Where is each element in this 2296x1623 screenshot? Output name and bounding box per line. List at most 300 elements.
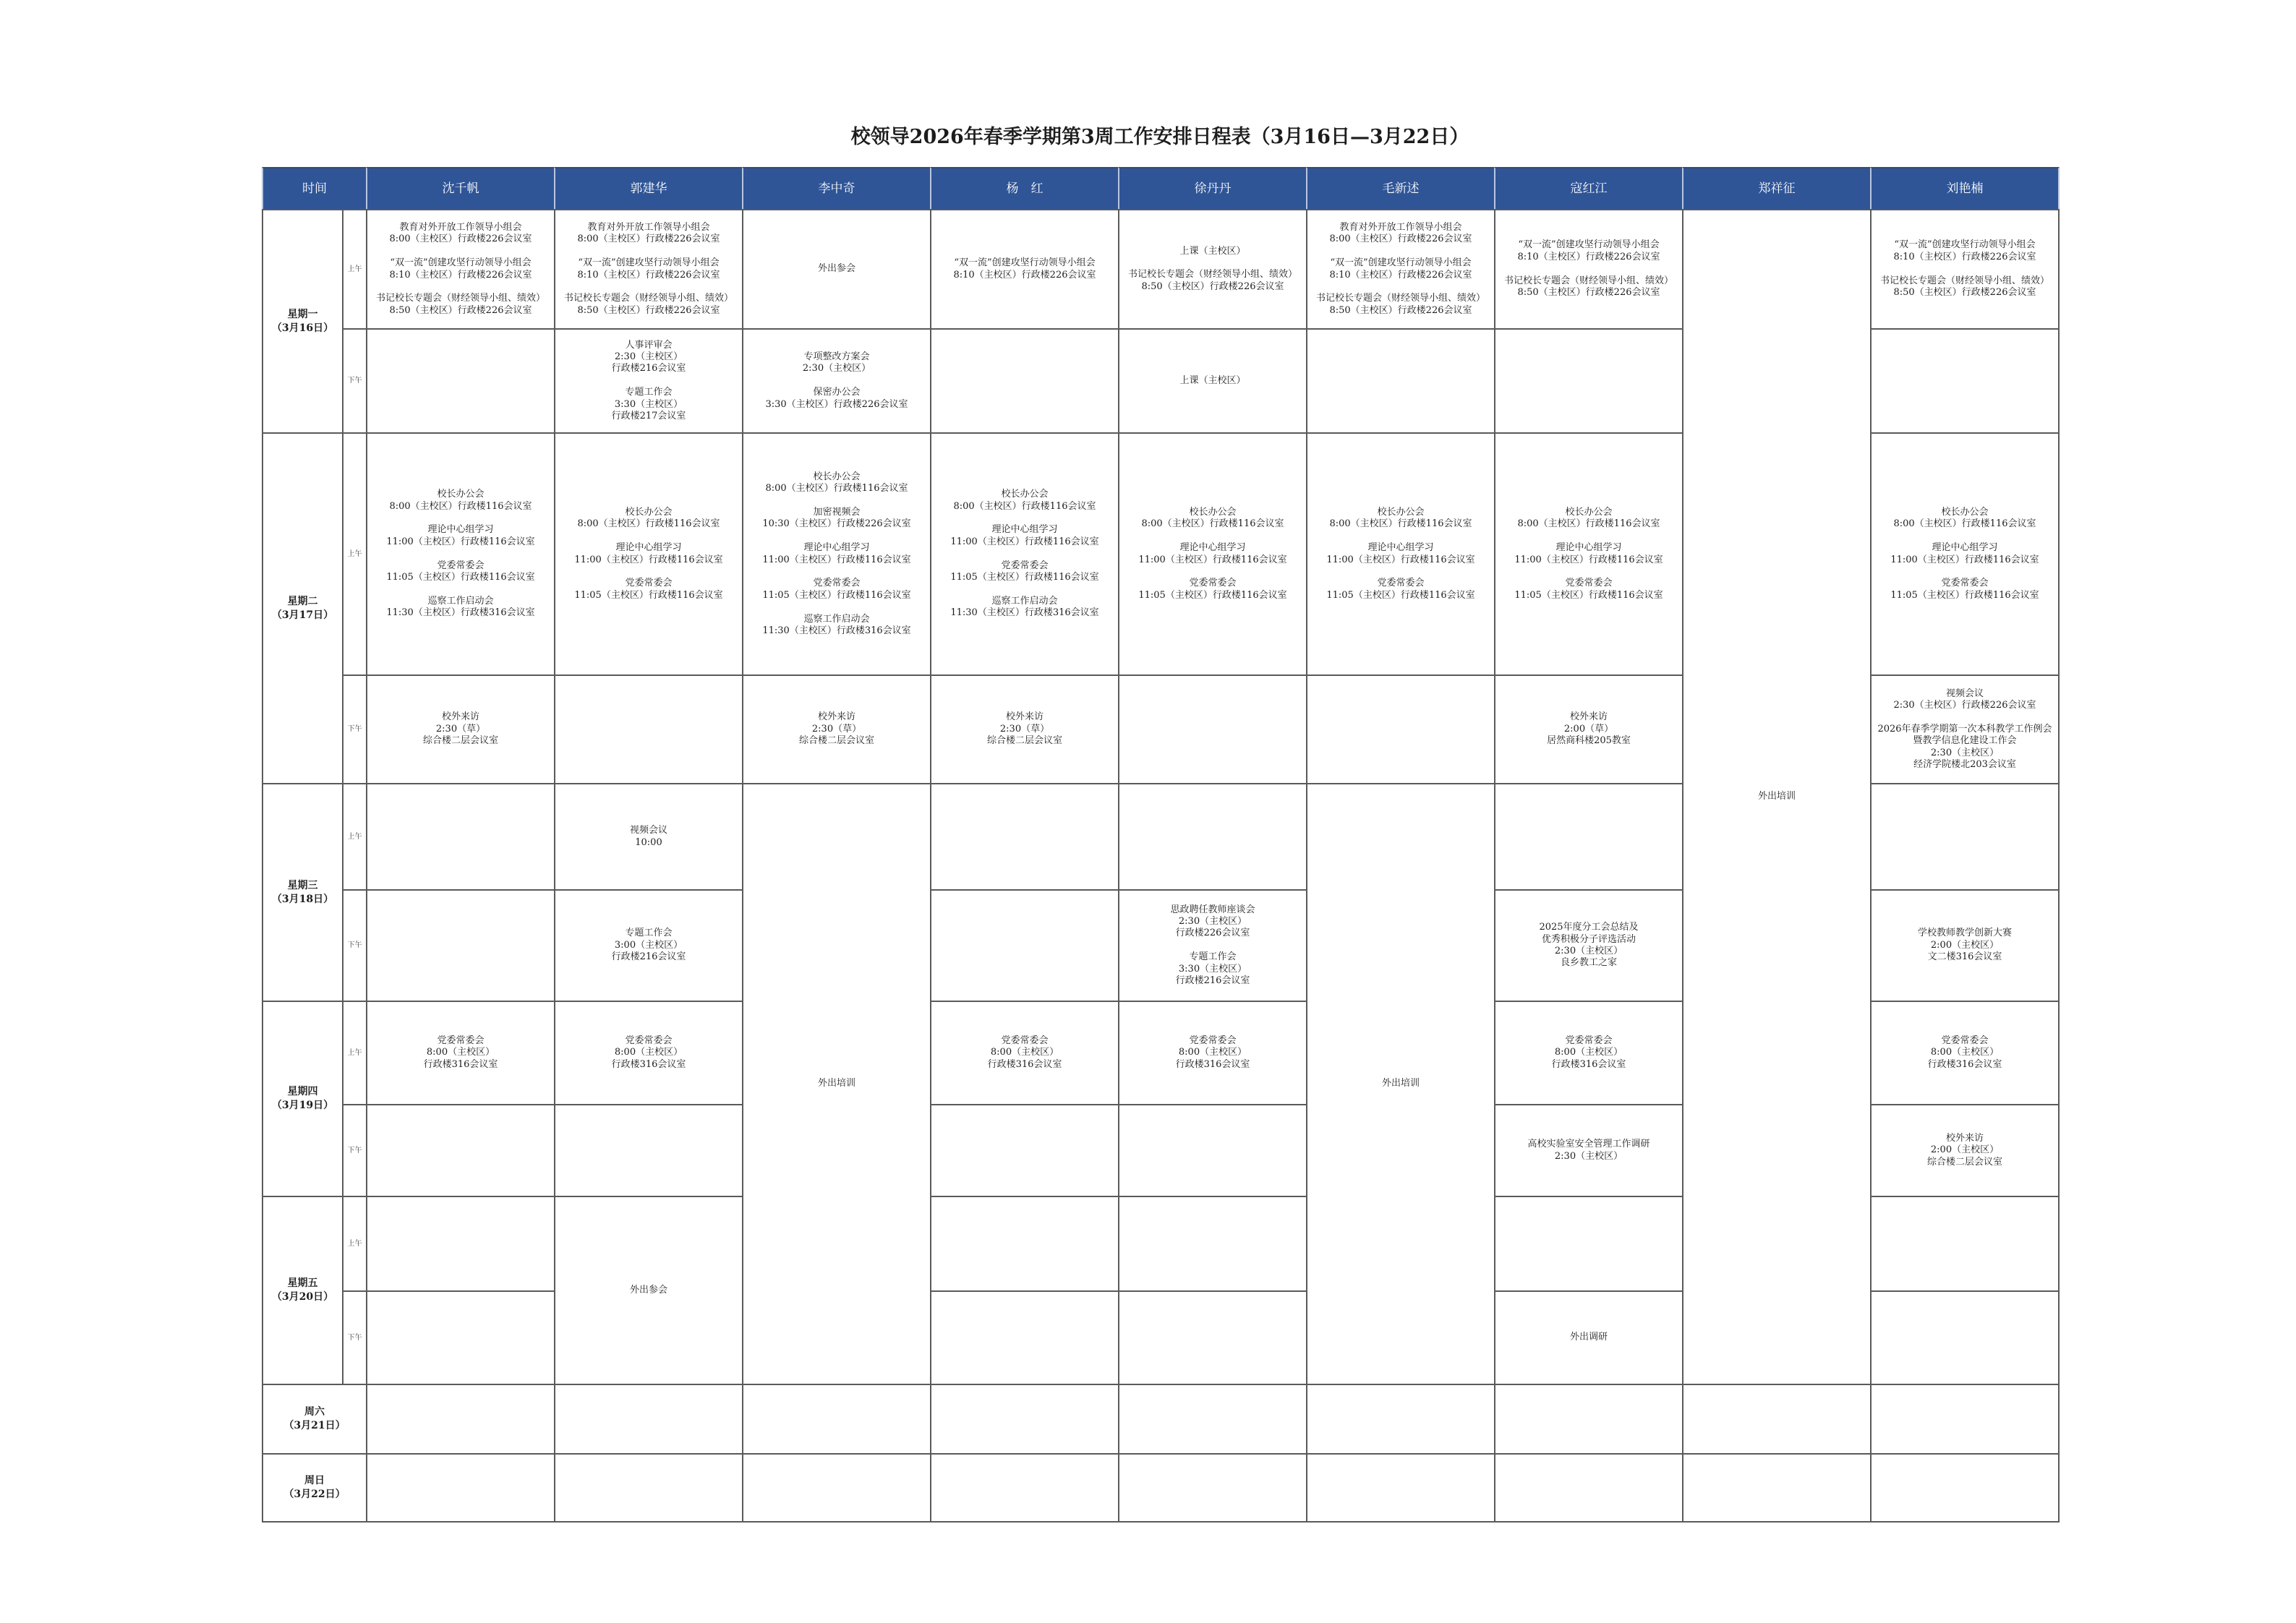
event-item xyxy=(987,711,1062,747)
event-item xyxy=(1179,375,1245,387)
event-title: 校外来访 xyxy=(1945,1132,1984,1144)
schedule-cell-fri-am-9 xyxy=(1870,1196,2060,1292)
schedule-cell-tue-pm-5 xyxy=(1118,675,1307,784)
schedule-cell-tue-pm-2 xyxy=(554,675,743,784)
event-item xyxy=(1517,507,1660,531)
header-leader-name: 郭建华 xyxy=(630,181,667,196)
schedule-cell-fri-am-7 xyxy=(1494,1196,1683,1292)
event-title: 理论中心组学习 xyxy=(1555,542,1622,554)
event-title: 外出参会 xyxy=(629,1284,667,1296)
schedule-cell-sat-4 xyxy=(930,1384,1119,1455)
event-title: 教育对外开放工作领导小组会 xyxy=(1339,221,1462,233)
event-item xyxy=(1329,507,1472,531)
event-title: 党委常委会 xyxy=(437,1035,485,1046)
day-label: 星期四 xyxy=(287,1086,318,1097)
event-title: 校外来访 xyxy=(1569,711,1608,723)
event-item xyxy=(1504,275,1673,299)
event-title: 理论中心组学习 xyxy=(427,524,494,536)
schedule-cell-mon-pm-9 xyxy=(1870,328,2060,434)
event-detail: 行政楼316会议室 xyxy=(423,1058,498,1070)
schedule-cell-sat-6 xyxy=(1306,1384,1495,1455)
event-title: 党委常委会 xyxy=(1001,560,1049,571)
schedule-cell-wed-pm-9 xyxy=(1870,889,2060,1002)
schedule-cell-wed-am-1 xyxy=(366,783,555,891)
page-title: 校领导2026年春季学期第3周工作安排日程表（3月16日—3月22日） xyxy=(850,126,1469,148)
day-cell-1 xyxy=(262,209,343,434)
event-detail: 8:00（主校区） xyxy=(1554,1047,1623,1058)
period-cell xyxy=(342,675,367,784)
event-title: 党委常委会 xyxy=(625,1035,673,1046)
day-date: （3月19日） xyxy=(271,1100,334,1111)
event-detail: 10:30（主校区）行政楼226会议室 xyxy=(762,518,911,530)
event-detail: 8:00（主校区）行政楼116会议室 xyxy=(577,518,720,530)
schedule-cell-thu-pm-1 xyxy=(366,1104,555,1197)
event-item xyxy=(1893,239,2036,263)
event-title: “双一流”创建攻坚行动领导小组会 xyxy=(578,257,720,269)
event-detail: 2:00（主校区） xyxy=(1930,939,2000,951)
event-detail: 11:05（主校区）行政楼116会议室 xyxy=(950,572,1099,583)
event-item xyxy=(1893,507,2036,531)
schedule-cell-sun-3 xyxy=(742,1453,931,1523)
event-title: 学校教师教学创新大赛 xyxy=(1917,928,2012,939)
schedule-cell-mon-pm-5 xyxy=(1118,328,1307,434)
period-label: 上午 xyxy=(347,265,362,273)
event-title: 外出参会 xyxy=(817,263,855,275)
header-leader-4 xyxy=(930,167,1119,210)
event-title: 校长办公会 xyxy=(1001,489,1049,500)
event-title: 外出调研 xyxy=(1569,1332,1608,1343)
schedule-cell-mon-am-1 xyxy=(366,209,555,330)
schedule-cell-fri-am-4 xyxy=(930,1196,1119,1292)
event-detail: 综合楼二层会议室 xyxy=(1926,1156,2002,1168)
event-detail: 行政楼316会议室 xyxy=(1175,1058,1250,1070)
schedule-cell-sat-1 xyxy=(366,1384,555,1455)
event-item xyxy=(389,222,532,246)
event-detail: 8:00（主校区）行政楼116会议室 xyxy=(1329,518,1472,530)
event-detail: 11:00（主校区）行政楼116会议室 xyxy=(950,536,1099,547)
event-title: 校长办公会 xyxy=(1941,506,1989,518)
period-label: 下午 xyxy=(347,941,362,949)
event-item xyxy=(1326,578,1475,601)
event-detail: 11:00（主校区）行政楼116会议室 xyxy=(386,536,535,547)
schedule-cell-tue-pm-4 xyxy=(930,675,1119,784)
day-cell-2 xyxy=(262,432,343,784)
event-title: “双一流”创建攻坚行动领导小组会 xyxy=(1330,257,1472,269)
event-detail: 11:30（主校区）行政楼316会议室 xyxy=(950,607,1099,619)
event-item xyxy=(950,560,1098,584)
event-title: 上课（主校区） xyxy=(1179,374,1246,386)
schedule-cell-sun-2 xyxy=(554,1453,743,1523)
event-item xyxy=(1517,239,1660,263)
event-title: 党委常委会 xyxy=(1941,1035,1989,1046)
schedule-cell-wed-am-7 xyxy=(1494,783,1683,891)
event-title: 党委常委会 xyxy=(1565,578,1613,589)
event-detail: 8:50（主校区）行政楼226会议室 xyxy=(1141,281,1284,292)
event-item xyxy=(1927,1133,2002,1168)
schedule-cell-fri-pm-5 xyxy=(1118,1290,1307,1385)
event-title: 理论中心组学习 xyxy=(615,542,682,554)
event-detail: 8:00（主校区） xyxy=(1178,1047,1247,1058)
event-item xyxy=(423,711,498,747)
period-label: 下午 xyxy=(347,1333,362,1342)
event-detail: 2:30（主校区） xyxy=(1178,915,1247,927)
schedule-cell-mon-am-8 xyxy=(1682,209,1872,1385)
event-detail: 11:30（主校区）行政楼316会议室 xyxy=(386,607,535,619)
schedule-cell-mon-am-6 xyxy=(1306,209,1495,330)
event-detail: 8:00（主校区）行政楼116会议室 xyxy=(389,500,532,512)
day-label: 星期五 xyxy=(287,1277,318,1289)
header-leader-1 xyxy=(366,167,555,210)
event-title: “双一流”创建攻坚行动领导小组会 xyxy=(390,257,532,269)
header-leader-name: 郑祥征 xyxy=(1758,181,1796,196)
event-item xyxy=(1890,578,2039,601)
event-detail: 3:30（主校区） xyxy=(1178,963,1247,975)
day-label: 星期三 xyxy=(287,879,318,891)
event-detail: 行政楼316会议室 xyxy=(1927,1058,2002,1070)
event-title: 书记校长专题会（财经领导小组、绩效） xyxy=(563,293,733,304)
period-label: 下午 xyxy=(347,725,362,733)
event-detail: 2:30（草） xyxy=(435,723,486,735)
event-item xyxy=(818,1078,855,1089)
event-item xyxy=(1179,246,1245,257)
header-leader-name: 李中奇 xyxy=(818,181,855,196)
schedule-cell-wed-am-5 xyxy=(1118,783,1307,891)
event-detail: 8:10（主校区）行政楼226会议室 xyxy=(1893,251,2036,262)
schedule-cell-mon-am-3 xyxy=(742,209,931,330)
event-detail: 行政楼216会议室 xyxy=(1175,975,1250,986)
event-item xyxy=(1170,904,1255,940)
event-title: 党委常委会 xyxy=(1941,578,1989,589)
schedule-cell-tue-am-7 xyxy=(1494,432,1683,676)
event-item xyxy=(1329,222,1472,246)
event-detail: 行政楼217会议室 xyxy=(611,411,686,421)
event-item xyxy=(762,614,910,638)
event-item xyxy=(818,263,855,275)
event-detail: 文二楼316会议室 xyxy=(1927,951,2002,963)
event-item xyxy=(630,825,667,849)
schedule-cell-sun-6 xyxy=(1306,1453,1495,1523)
event-item xyxy=(950,596,1098,620)
schedule-cell-wed-pm-1 xyxy=(366,889,555,1002)
day-date: （3月22日） xyxy=(283,1489,346,1500)
event-detail: 11:00（主校区）行政楼116会议室 xyxy=(574,554,723,565)
event-item xyxy=(1326,542,1475,566)
period-cell xyxy=(342,328,367,434)
period-label: 上午 xyxy=(347,549,362,558)
event-detail: 2:30（草） xyxy=(811,723,862,735)
event-detail: 8:10（主校区）行政楼226会议室 xyxy=(953,269,1096,281)
header-time-label: 时间 xyxy=(302,181,327,196)
event-detail: 行政楼316会议室 xyxy=(987,1058,1062,1070)
schedule-cell-mon-pm-3 xyxy=(742,328,931,434)
day-label: 星期一 xyxy=(287,308,318,320)
event-item xyxy=(1890,542,2039,566)
event-title: 专题工作会 xyxy=(625,387,673,398)
event-item xyxy=(762,578,910,601)
event-item xyxy=(953,489,1096,513)
event-title: 党委常委会 xyxy=(1189,578,1237,589)
event-title: 视频会议 xyxy=(1945,688,1984,699)
schedule-cell-mon-pm-7 xyxy=(1494,328,1683,434)
event-detail: 11:05（主校区）行政楼116会议室 xyxy=(1890,589,2039,601)
schedule-cell-mon-am-9 xyxy=(1870,209,2060,330)
schedule-cell-thu-pm-4 xyxy=(930,1104,1119,1197)
schedule-cell-thu-pm-5 xyxy=(1118,1104,1307,1197)
schedule-table xyxy=(262,167,2060,1523)
event-detail: 综合楼二层会议室 xyxy=(422,735,498,747)
event-item xyxy=(1880,275,2049,299)
schedule-cell-tue-pm-7 xyxy=(1494,675,1683,784)
event-title: 理论中心组学习 xyxy=(1932,542,1998,554)
event-detail: 优秀积极分子评选活动 xyxy=(1541,933,1636,945)
event-title: 巡察工作启动会 xyxy=(803,613,870,625)
event-item xyxy=(574,542,722,566)
event-item xyxy=(1552,1035,1626,1071)
event-detail: 11:05（主校区）行政楼116会议室 xyxy=(386,572,535,583)
schedule-cell-wed-am-2 xyxy=(554,783,743,891)
schedule-cell-thu-am-9 xyxy=(1870,1001,2060,1105)
schedule-cell-tue-am-4 xyxy=(930,432,1119,676)
schedule-cell-wed-pm-2 xyxy=(554,889,743,1002)
event-title: 专项整改方案会 xyxy=(803,351,870,362)
event-title: 党委常委会 xyxy=(1001,1035,1049,1046)
schedule-cell-sun-5 xyxy=(1118,1453,1307,1523)
event-item xyxy=(1918,928,2012,963)
event-title: “双一流”创建攻坚行动领导小组会 xyxy=(1894,239,2036,251)
event-detail: 良乡教工之家 xyxy=(1560,957,1617,969)
event-title: 书记校长专题会（财经领导小组、绩效） xyxy=(375,293,545,304)
schedule-cell-tue-pm-3 xyxy=(742,675,931,784)
event-item xyxy=(424,1035,498,1071)
schedule-cell-tue-pm-6 xyxy=(1306,675,1495,784)
event-detail: 8:50（主校区）行政楼226会议室 xyxy=(389,304,532,316)
event-item xyxy=(1514,578,1663,601)
event-detail: 10:00 xyxy=(635,836,662,848)
event-detail: 经济学院楼北203会议室 xyxy=(1913,759,2016,770)
event-detail: 11:00（主校区）行政楼116会议室 xyxy=(1890,554,2039,565)
schedule-cell-mon-pm-2 xyxy=(554,328,743,434)
schedule-cell-fri-pm-4 xyxy=(930,1290,1119,1385)
event-title: 书记校长专题会（财经领导小组、绩效） xyxy=(1127,269,1297,281)
day-date: （3月20日） xyxy=(271,1291,334,1303)
event-item xyxy=(577,507,720,531)
event-title: 理论中心组学习 xyxy=(991,524,1058,536)
schedule-cell-mon-am-2 xyxy=(554,209,743,330)
period-label: 上午 xyxy=(347,1239,362,1248)
header-leader-name: 刘艳楠 xyxy=(1946,181,1984,196)
event-detail: 8:50（主校区）行政楼226会议室 xyxy=(1517,287,1660,299)
event-title: 教育对外开放工作领导小组会 xyxy=(587,221,710,233)
event-title: 保密办公会 xyxy=(813,387,861,398)
period-cell xyxy=(342,889,367,1002)
event-item xyxy=(1877,724,2052,771)
event-detail: 11:05（主校区）行政楼116会议室 xyxy=(1326,589,1475,601)
event-item xyxy=(988,1035,1062,1071)
event-item xyxy=(1758,791,1796,802)
event-title: 校长办公会 xyxy=(625,506,673,518)
event-item xyxy=(386,560,534,584)
schedule-cell-sat-3 xyxy=(742,1384,931,1455)
schedule-cell-sun-7 xyxy=(1494,1453,1683,1523)
schedule-cell-tue-am-5 xyxy=(1118,432,1307,676)
event-item xyxy=(953,257,1096,281)
event-item xyxy=(1176,951,1250,987)
day-cell-7 xyxy=(262,1453,367,1523)
event-detail: 8:00（主校区） xyxy=(990,1047,1059,1058)
event-detail: 11:05（主校区）行政楼116会议室 xyxy=(1514,589,1663,601)
schedule-cell-thu-am-7 xyxy=(1494,1001,1683,1105)
schedule-cell-mon-pm-1 xyxy=(366,328,555,434)
event-detail: 11:00（主校区）行政楼116会议室 xyxy=(1514,554,1663,565)
schedule-cell-tue-am-1 xyxy=(366,432,555,676)
schedule-cell-thu-pm-9 xyxy=(1870,1104,2060,1197)
event-item xyxy=(1514,542,1663,566)
header-leader-8 xyxy=(1682,167,1872,210)
event-item xyxy=(1316,293,1485,317)
event-title: 书记校长专题会（财经领导小组、绩效） xyxy=(1879,275,2049,286)
event-title: 高校实验室安全管理工作调研 xyxy=(1527,1139,1650,1150)
event-item xyxy=(1329,257,1472,281)
event-item xyxy=(1893,688,2036,712)
event-title: 党委常委会 xyxy=(1565,1035,1613,1046)
event-detail: 3:00（主校区） xyxy=(614,939,683,951)
event-detail: 2:30（主校区） xyxy=(1554,946,1623,956)
event-detail: 11:05（主校区）行政楼116会议室 xyxy=(574,589,723,601)
event-item xyxy=(1138,578,1286,601)
event-detail: 综合楼二层会议室 xyxy=(986,735,1062,747)
event-detail: 2:30（主校区） xyxy=(1554,1150,1623,1162)
event-title: 校长办公会 xyxy=(1377,506,1425,518)
event-item xyxy=(389,489,532,513)
schedule-cell-tue-am-6 xyxy=(1306,432,1495,676)
period-cell xyxy=(342,1290,367,1385)
event-title: 书记校长专题会（财经领导小组、绩效） xyxy=(1315,293,1485,304)
event-detail: 8:10（主校区）行政楼226会议室 xyxy=(389,269,532,281)
event-title: 人事评审会 xyxy=(625,339,673,351)
event-detail: 8:00（主校区）行政楼116会议室 xyxy=(765,483,908,494)
event-detail: 11:00（主校区）行政楼116会议室 xyxy=(1326,554,1475,565)
event-item xyxy=(577,257,720,281)
event-title: 党委常委会 xyxy=(437,560,485,571)
event-title: 书记校长专题会（财经领导小组、绩效） xyxy=(1503,275,1673,286)
event-title: 专题工作会 xyxy=(625,928,673,939)
event-detail: 2:30（草） xyxy=(999,723,1050,735)
event-detail: 2:30（主校区） xyxy=(614,351,683,362)
event-item xyxy=(612,340,686,375)
event-title: 教育对外开放工作领导小组会 xyxy=(399,221,522,233)
event-detail: 8:00（主校区）行政楼226会议室 xyxy=(389,234,532,245)
event-title: 外出培训 xyxy=(817,1078,855,1089)
event-detail: 11:00（主校区）行政楼116会议室 xyxy=(1138,554,1287,565)
event-title: 理论中心组学习 xyxy=(1367,542,1434,554)
schedule-cell-tue-am-9 xyxy=(1870,432,2060,676)
day-date: （3月16日） xyxy=(271,322,334,334)
header-leader-9 xyxy=(1870,167,2060,210)
day-date: （3月21日） xyxy=(283,1420,346,1431)
period-cell xyxy=(342,783,367,891)
event-detail: 2:30（主校区）行政楼226会议室 xyxy=(1893,699,2036,711)
schedule-cell-mon-pm-4 xyxy=(930,328,1119,434)
event-detail: 11:05（主校区）行政楼116会议室 xyxy=(1138,589,1287,601)
event-detail: 行政楼316会议室 xyxy=(1551,1058,1626,1070)
event-item xyxy=(762,542,910,566)
event-item xyxy=(762,507,910,531)
schedule-cell-thu-am-1 xyxy=(366,1001,555,1105)
event-item xyxy=(1128,269,1297,293)
event-detail: 8:00（主校区） xyxy=(1930,1047,2000,1058)
event-item xyxy=(386,524,534,548)
schedule-cell-wed-am-6 xyxy=(1306,783,1495,1385)
schedule-cell-sat-8 xyxy=(1682,1384,1872,1455)
period-cell xyxy=(342,1001,367,1105)
event-detail: 暨教学信息化建设工作会 xyxy=(1913,735,2017,747)
header-leader-6 xyxy=(1306,167,1495,210)
header-time-cell xyxy=(262,167,367,210)
event-detail: 3:30（主校区） xyxy=(614,398,683,410)
event-item xyxy=(1141,507,1284,531)
event-item xyxy=(389,257,532,281)
period-cell xyxy=(342,1104,367,1197)
event-title: 校外来访 xyxy=(817,711,855,723)
event-detail: 11:05（主校区）行政楼116会议室 xyxy=(762,589,911,601)
event-item xyxy=(564,293,733,317)
day-cell-6 xyxy=(262,1384,367,1455)
schedule-cell-fri-am-1 xyxy=(366,1196,555,1292)
schedule-cell-tue-am-3 xyxy=(742,432,931,676)
event-title: 党委常委会 xyxy=(1377,578,1425,589)
event-item xyxy=(612,387,686,422)
event-item xyxy=(803,351,871,375)
event-detail: 3:30（主校区）行政楼226会议室 xyxy=(765,398,908,410)
day-label: 周六 xyxy=(304,1406,325,1418)
event-detail: 居然商科楼205教室 xyxy=(1547,735,1631,747)
event-item xyxy=(1382,1078,1420,1089)
event-detail: 8:00（主校区） xyxy=(614,1047,683,1058)
event-item xyxy=(376,293,545,317)
header-leader-3 xyxy=(742,167,931,210)
event-title: 巡察工作启动会 xyxy=(991,595,1058,607)
schedule-cell-sun-4 xyxy=(930,1453,1119,1523)
event-title: 校长办公会 xyxy=(1189,506,1237,518)
event-item xyxy=(574,578,722,601)
schedule-cell-fri-pm-1 xyxy=(366,1290,555,1385)
schedule-cell-sat-7 xyxy=(1494,1384,1683,1455)
schedule-cell-thu-pm-7 xyxy=(1494,1104,1683,1197)
event-item xyxy=(950,524,1098,548)
event-title: “双一流”创建攻坚行动领导小组会 xyxy=(954,257,1096,269)
event-detail: 8:50（主校区）行政楼226会议室 xyxy=(577,304,720,316)
event-title: 外出培训 xyxy=(1757,791,1796,802)
schedule-cell-fri-pm-9 xyxy=(1870,1290,2060,1385)
event-item xyxy=(1547,711,1631,747)
day-cell-3 xyxy=(262,783,343,1002)
event-title: 外出培训 xyxy=(1381,1078,1420,1089)
event-detail: 行政楼316会议室 xyxy=(611,1058,686,1070)
schedule-cell-fri-pm-7 xyxy=(1494,1290,1683,1385)
schedule-cell-mon-am-5 xyxy=(1118,209,1307,330)
event-title: 2025年度分工会总结及 xyxy=(1539,922,1639,933)
schedule-cell-tue-pm-1 xyxy=(366,675,555,784)
event-detail: 2:30（主校区） xyxy=(802,363,871,374)
event-title: 校长办公会 xyxy=(437,489,485,500)
event-title: 校长办公会 xyxy=(813,471,861,482)
schedule-cell-wed-am-3 xyxy=(742,783,931,1385)
header-leader-2 xyxy=(554,167,743,210)
day-cell-5 xyxy=(262,1196,343,1385)
event-detail: 8:00（主校区）行政楼116会议室 xyxy=(1141,518,1284,530)
event-title: 理论中心组学习 xyxy=(1179,542,1246,554)
event-item xyxy=(630,1285,667,1296)
